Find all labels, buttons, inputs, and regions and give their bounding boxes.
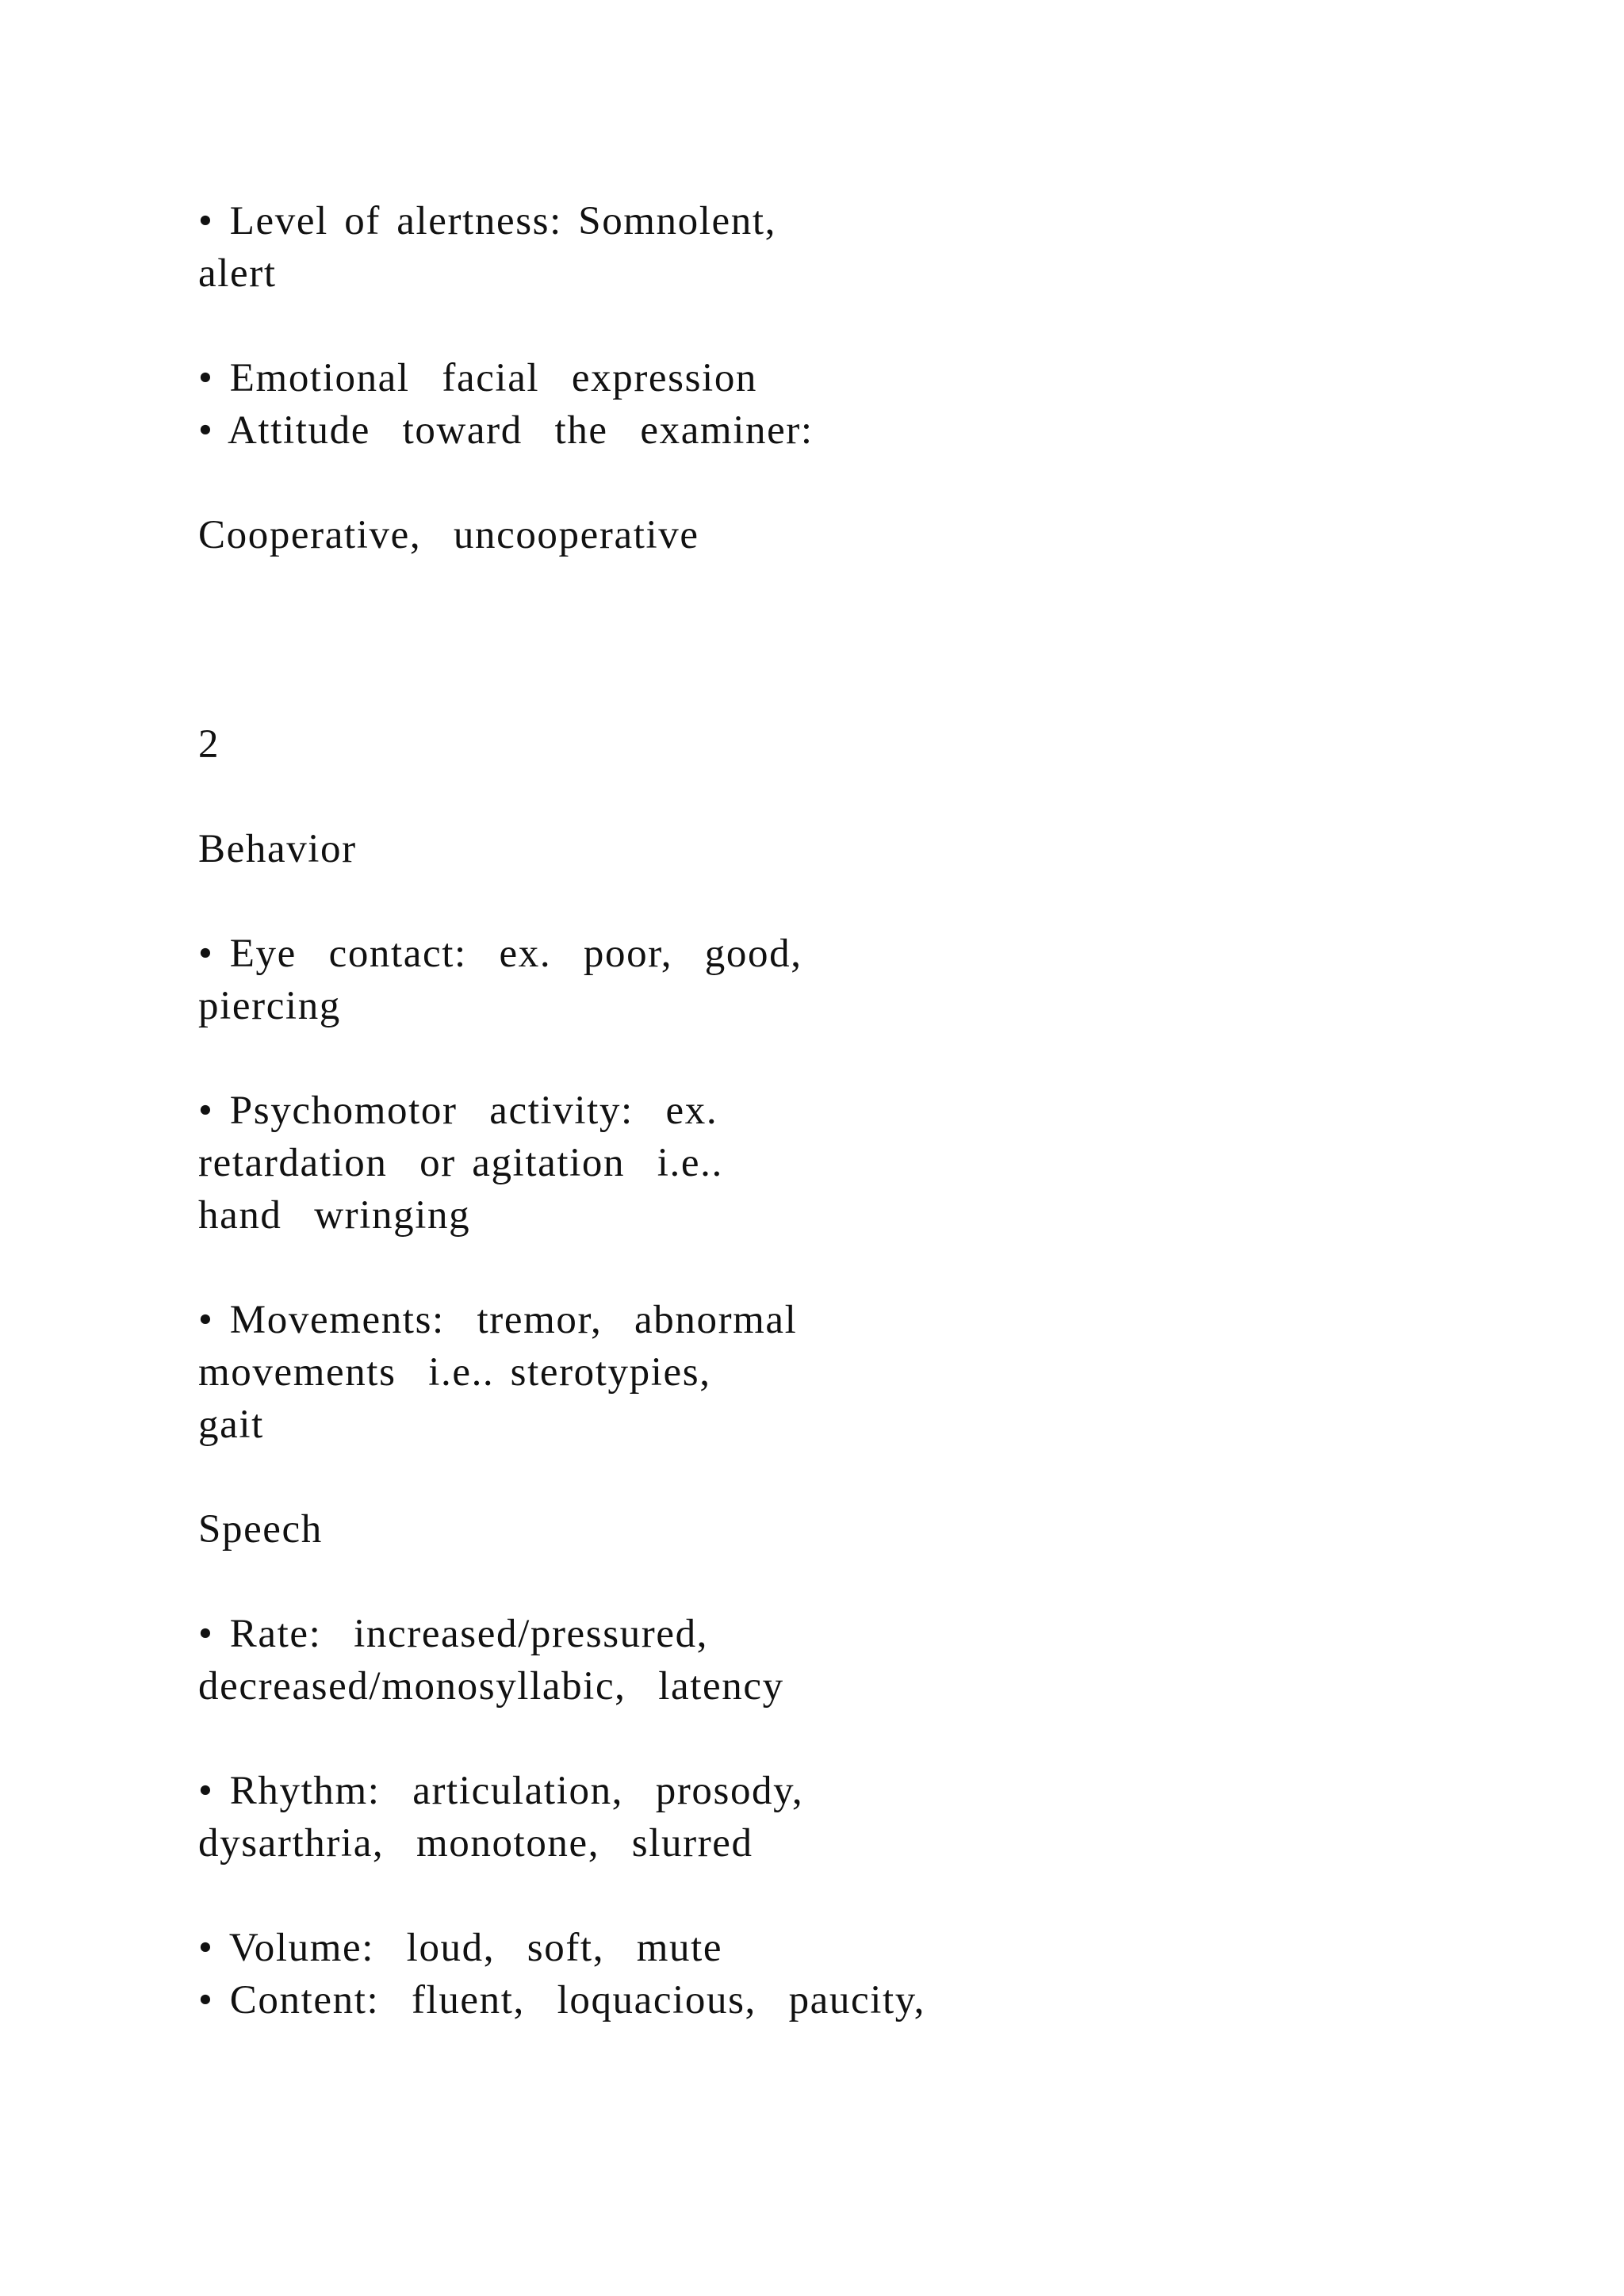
alertness-item: • Level of alertness: Somnolent, [198,199,776,243]
facial-expression-item: • Emotional facial expression [198,356,758,400]
page-number: 2 [198,722,220,767]
movements-item-cont: movements i.e.. sterotypies, [198,1350,711,1395]
psychomotor-item-cont-2: hand wringing [198,1193,471,1238]
attitude-item: • Attitude toward the examiner: [198,408,814,453]
volume-item: • Volume: loud, soft, mute [198,1926,723,1970]
psychomotor-item-cont: retardation or agitation i.e.. [198,1141,723,1185]
psychomotor-item: • Psychomotor activity: ex. [198,1089,718,1133]
eye-contact-item: • Eye contact: ex. poor, good, [198,932,802,976]
eye-contact-item-cont: piercing [198,984,341,1028]
rhythm-item: • Rhythm: articulation, prosody, [198,1769,804,1813]
section-heading-behavior: Behavior [198,827,357,871]
section-heading-speech: Speech [198,1507,323,1552]
attitude-item-cont: Cooperative, uncooperative [198,513,699,557]
rate-item-cont: decreased/monosyllabic, latency [198,1664,784,1709]
alertness-item-cont: alert [198,251,277,296]
movements-item-cont-2: gait [198,1402,264,1447]
rhythm-item-cont: dysarthria, monotone, slurred [198,1821,753,1866]
rate-item: • Rate: increased/pressured, [198,1612,709,1656]
movements-item: • Movements: tremor, abnormal [198,1298,798,1342]
content-item: • Content: fluent, loquacious, paucity, [198,1978,925,2022]
